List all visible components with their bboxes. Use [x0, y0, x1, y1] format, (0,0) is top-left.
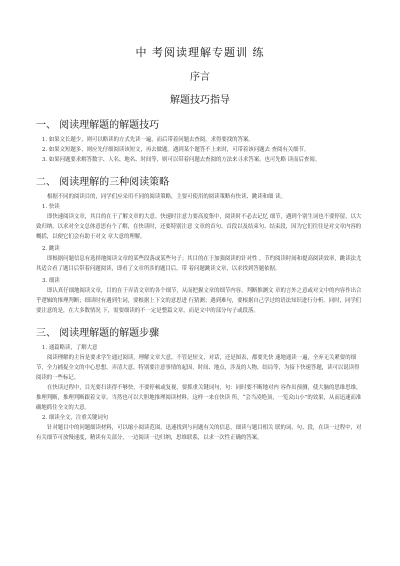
section-2-part-title: 3. 细读 [42, 278, 60, 284]
preface-heading: 序言 [190, 72, 210, 83]
section-2-heading: 二、 阅读理解的三种阅读策略 [36, 177, 170, 188]
section-3-heading: 三、 阅读理解题的解题步骤 [36, 328, 160, 339]
section-1-heading: 一、 阅读理解题的解题技巧 [36, 120, 160, 131]
section-1-item: 3. 如果问题要求解答数字、人名、地名、时间等，则可以带着问题去查阅的方法来寻求答案，也可先略 读而后查阅。 [42, 157, 321, 163]
section-2-part-text: 即认真仔细地阅读文章，目的在于弄清文章的各个细节，从而把握文章的细节内容，判断推测文 章的言外之意或对文中的内容作出合乎逻辑的推理判断；细读时有遇到生词，要根据上下文的意思进 行猜测；遇到难句，要根据自己学过的语法知识进行分析。同时，同学们要注意的是，在大多数情况 下，需要细读的不一定是整篇文章，而是文中的部分句子或段落。 [36, 288, 362, 314]
section-1-item: 2. 如果文短题多，则应先仔细阅读该短文，再去做题。遇到某个题答不上来时，可带着该问题去 查阅有关细节。 [42, 147, 310, 153]
section-2-part-title: 2. 跳读 [42, 246, 60, 252]
document-title: 中 考阅读理解专题训 练 [135, 46, 265, 59]
section-3-step-title: 1. 通篇略读，了解大意 [42, 345, 98, 351]
subtitle: 解题技巧指导 [170, 95, 230, 106]
section-3-step-text: 阅读理解的主旨是要求学生通过阅读，理解文章大意，不管是短文，对话，还是图表，都要先快 速地通读一遍，全弃无关紧要的细节，全力捕捉全文的中心思想，弄清大意，特别要注意事情的起因，时间、地点，涉及的人物，结局等，为接下快速答题，读可以说读得阅读的一些标记。 [36, 355, 360, 381]
section-3-step-text: 针对题目中的问题细读材料，可以缩小阅读范围，迅速找到与问题有关的信息，细读与题目相关 联的词、句、段，在读一过程中，对有关细节可放慢速度，精读有关部分，一边阅读一边归纳，思维联系，以求一次性正确的答案。 [36, 425, 362, 441]
section-1-item: 1. 如果文长题少，则可以略读的方式先读一遍，而后带着问题去查阅，求得要找的答案。 [42, 137, 254, 143]
section-2-part-text: 即根据问题信息有选择地阅读文章的某些段落或某些句子；其目的在于加强阅读的针对性 ，节约阅读时间和提高阅读效率，跳读法尤其适合看了题目后带着问题阅读，即看了文章所涉的题目后，带 着问题跳读文章，以求找到答题依据。 [36, 256, 362, 272]
section-2-intro: 根据不同的阅读目的，同学们应采用不同的阅读策略，主要可使用的阅读策略有快读、跳读和细 读。 [47, 194, 286, 200]
section-3-step-text: 在快读过程中，目光要扫读得不够快，不要停顿或复视，要抓重关键词句，句：同时要不断地对内 容作出预测，使大脑的思维思维，推理判断，推理判断跟着文章。当然也可以大胆地推理阅读材料，这样一来在快读 所，“会当凌绝顶，一览众山小”的效果，从而迅速而准确地抓住全文的大意。 [36, 385, 362, 411]
section-2-part-text: 即快速阅读文章，其目的在于了解文章的大意。快速时注意力要高度集中，阅读时不必去记忆 细节，遇到个别生词也不要停留，以大致归纳、以求对全文总体意思有个了解，在快读时，还要特别注意 文章的首句、首段以及结束句、结束段，因为它们往往是对文章内容的概括，以便它们会有助于对文 章大意的理解。 [36, 214, 362, 240]
section-3-step-title: 2. 细读全文，注重关键词句 [42, 415, 109, 421]
section-2-part-title: 1. 快读 [42, 204, 60, 210]
